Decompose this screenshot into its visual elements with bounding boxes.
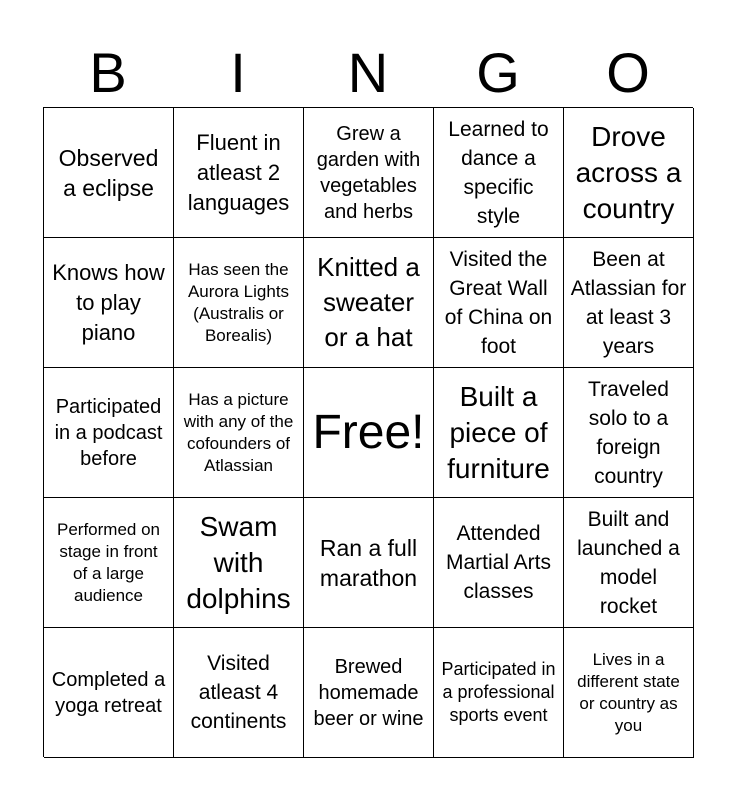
cell-text: Fluent in atleast 2 languages (187, 129, 290, 215)
cell-text: Brewed homemade beer or wine (313, 655, 424, 730)
cell-text: Drove across a country (575, 120, 682, 224)
bingo-cell[interactable] (434, 628, 564, 758)
bingo-cell-free[interactable] (304, 368, 434, 498)
cell-text: Built a piece of furniture (447, 380, 550, 484)
bingo-cell[interactable] (44, 108, 174, 238)
bingo-cell[interactable] (174, 498, 304, 628)
bingo-cell[interactable] (564, 108, 694, 238)
cell-text: Has seen the Aurora Lights (Australis or Borealis) (187, 259, 290, 345)
header-letter-i: I (230, 41, 246, 104)
cell-text: Built and launched a model rocket (577, 507, 680, 618)
bingo-cell[interactable] (434, 238, 564, 368)
bingo-cell[interactable] (564, 628, 694, 758)
bingo-cell[interactable] (434, 498, 564, 628)
cell-text: Performed on stage in front of a large audience (57, 519, 160, 605)
bingo-cell[interactable] (174, 108, 304, 238)
bingo-cell[interactable] (304, 238, 434, 368)
cell-text: Attended Martial Arts classes (445, 522, 552, 603)
bingo-cell[interactable] (564, 368, 694, 498)
bingo-cell[interactable] (564, 238, 694, 368)
cell-text: Learned to dance a specific style (448, 117, 549, 228)
header-letter-b: B (89, 41, 127, 104)
bingo-cell[interactable] (174, 368, 304, 498)
cell-text: Swam with dolphins (186, 510, 291, 614)
bingo-grid (43, 107, 693, 757)
cell-text: Knitted a sweater or a hat (317, 252, 420, 352)
bingo-cell[interactable] (44, 628, 174, 758)
cell-text: Been at Atlassian for at least 3 years (570, 247, 687, 358)
cell-text: Participated in a professional sports event (441, 659, 556, 725)
cell-text: Traveled solo to a foreign country (588, 377, 669, 488)
bingo-cell[interactable] (434, 368, 564, 498)
bingo-cell[interactable] (304, 628, 434, 758)
bingo-header (43, 38, 693, 108)
cell-text: Has a picture with any of the cofounders of Atlassian (183, 389, 294, 475)
cell-text: Visited the Great Wall of China on foot (444, 247, 553, 358)
bingo-cell[interactable] (174, 238, 304, 368)
cell-text: Visited atleast 4 continents (190, 652, 287, 733)
header-letter-g: G (476, 41, 520, 104)
cell-text: Lives in a different state or country as you (577, 649, 680, 735)
cell-text: Observed a eclipse (58, 144, 159, 201)
bingo-cell[interactable] (564, 498, 694, 628)
cell-text: Free! (312, 405, 425, 459)
bingo-cell[interactable] (304, 108, 434, 238)
header-letter-o: O (606, 41, 650, 104)
cell-text: Knows how to play piano (52, 259, 165, 345)
cell-text: Grew a garden with vegetables and herbs (316, 122, 421, 223)
header-letter-n: N (347, 41, 389, 104)
bingo-cell[interactable] (174, 628, 304, 758)
cell-text: Participated in a podcast before (54, 395, 163, 470)
bingo-cell[interactable] (44, 238, 174, 368)
bingo-cell[interactable] (44, 368, 174, 498)
cell-text: Completed a yoga retreat (51, 668, 166, 717)
cell-text: Ran a full marathon (319, 534, 418, 591)
bingo-cell[interactable] (44, 498, 174, 628)
bingo-cell[interactable] (304, 498, 434, 628)
bingo-cell[interactable] (434, 108, 564, 238)
